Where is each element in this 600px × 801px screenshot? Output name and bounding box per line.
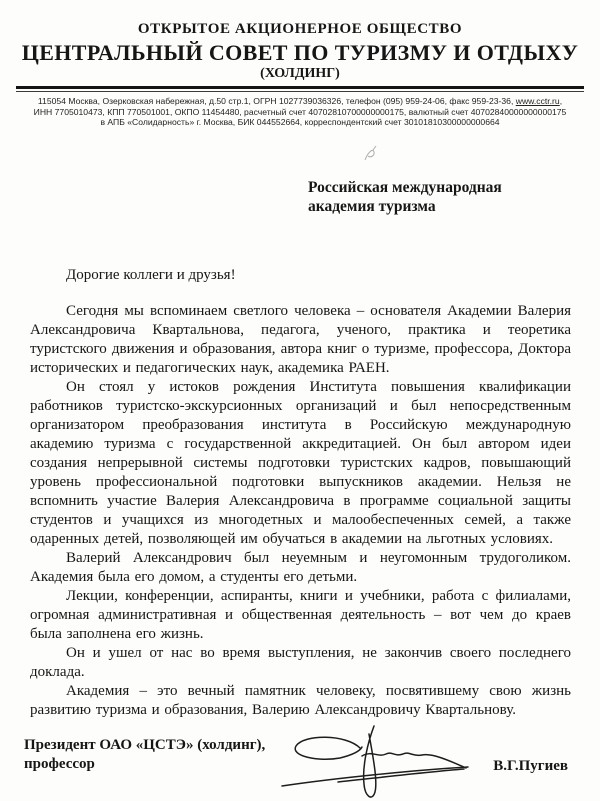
signature-scribble: [276, 722, 476, 801]
letterhead: [0, 0, 600, 128]
paragraph-1: Сегодня мы вспоминаем светлого человека – основателя Академии Валерия Александровича Квартальнова, педагога, ученого, практика и теоретика туристского движения и образования, автора книг о туризме, профессора, Доктора исторических и педагогических наук, академика РАЕН.: [30, 302, 571, 376]
signer-title: [24, 736, 294, 774]
org-type-line: ОТКРЫТОЕ АКЦИОНЕРНОЕ ОБЩЕСТВО: [137, 21, 463, 37]
org-name-line: ЦЕНТРАЛЬНЫЙ СОВЕТ ПО ТУРИЗМУ И ОТДЫХУ: [21, 40, 579, 65]
paragraph-6: Академия – это вечный памятник человеку, посвятившему свою жизнь развитию туризма и образования, Валерию Александровичу Квартальнову.: [30, 682, 571, 718]
signer-name: В.Г.Пугиев: [493, 757, 568, 774]
org-form-line: (ХОЛДИНГ): [260, 66, 340, 81]
paragraph-3: Валерий Александрович был неуемным и неугомонным трудоголиком. Академия была его домом, а студенты его детьми.: [30, 549, 571, 585]
signer-title-line2: профессор: [24, 755, 95, 772]
letterhead-divider: [16, 86, 584, 92]
signer-title-line1: Президент ОАО «ЦСТЭ» (холдинг),: [24, 736, 266, 753]
paragraph-2: Он стоял у истоков рождения Института повышения квалификации работников туристско-экскурсионных организаций и был непосредственным организатором преобразования института в Российскую международную академию туризма с государственной аккредитацией. Он был автором идеи создания непрерывной системы подготовки туристских кадров, повышающий уровень профессиональной подготовки выпускников академии. Нельзя не вспомнить участие Валерия Александровича в программе социальной защиты студентов и учащихся из многодетных и малообеспеченных семей, а также одаренных детей, позволяющей им обучаться в академии на льготных условиях.: [30, 378, 571, 547]
addressee-block: Российская международная академия туризма: [308, 178, 502, 215]
signature-block: [24, 736, 576, 801]
paragraph-5: Он и ушел от нас во время выступления, не закончив своего последнего доклада.: [30, 644, 571, 680]
contacts-block: [0, 96, 600, 128]
handwritten-mark: [360, 144, 384, 171]
website-link: www.cctr.ru: [515, 96, 560, 106]
contacts-line1: 115054 Москва, Озерковская набережная, д.50 стр.1, ОГРН 1027739036326, телефон (095) 959-24-06, факс 959-23-36,: [37, 96, 516, 106]
contacts-line2: ИНН 7705010473, КПП 770501001, ОКПО 11454480, расчетный счет 40702810700000000175, валютный счет 40702840000000000175: [33, 106, 567, 117]
salutation-line: Дорогие коллеги и друзья!: [66, 266, 236, 283]
contacts-line1-tail: ,: [559, 96, 563, 106]
letter-body: [30, 302, 571, 720]
paragraph-4: Лекции, конференции, аспиранты, книги и учебники, работа с филиалами, огромная административная и общественная деятельность – вот чем до краев была заполнена его жизнь.: [30, 587, 571, 642]
contacts-line3: в АПБ «Солидарность» г. Москва, БИК 044552664, корреспондентский счет 30101810300000000664: [100, 117, 500, 128]
